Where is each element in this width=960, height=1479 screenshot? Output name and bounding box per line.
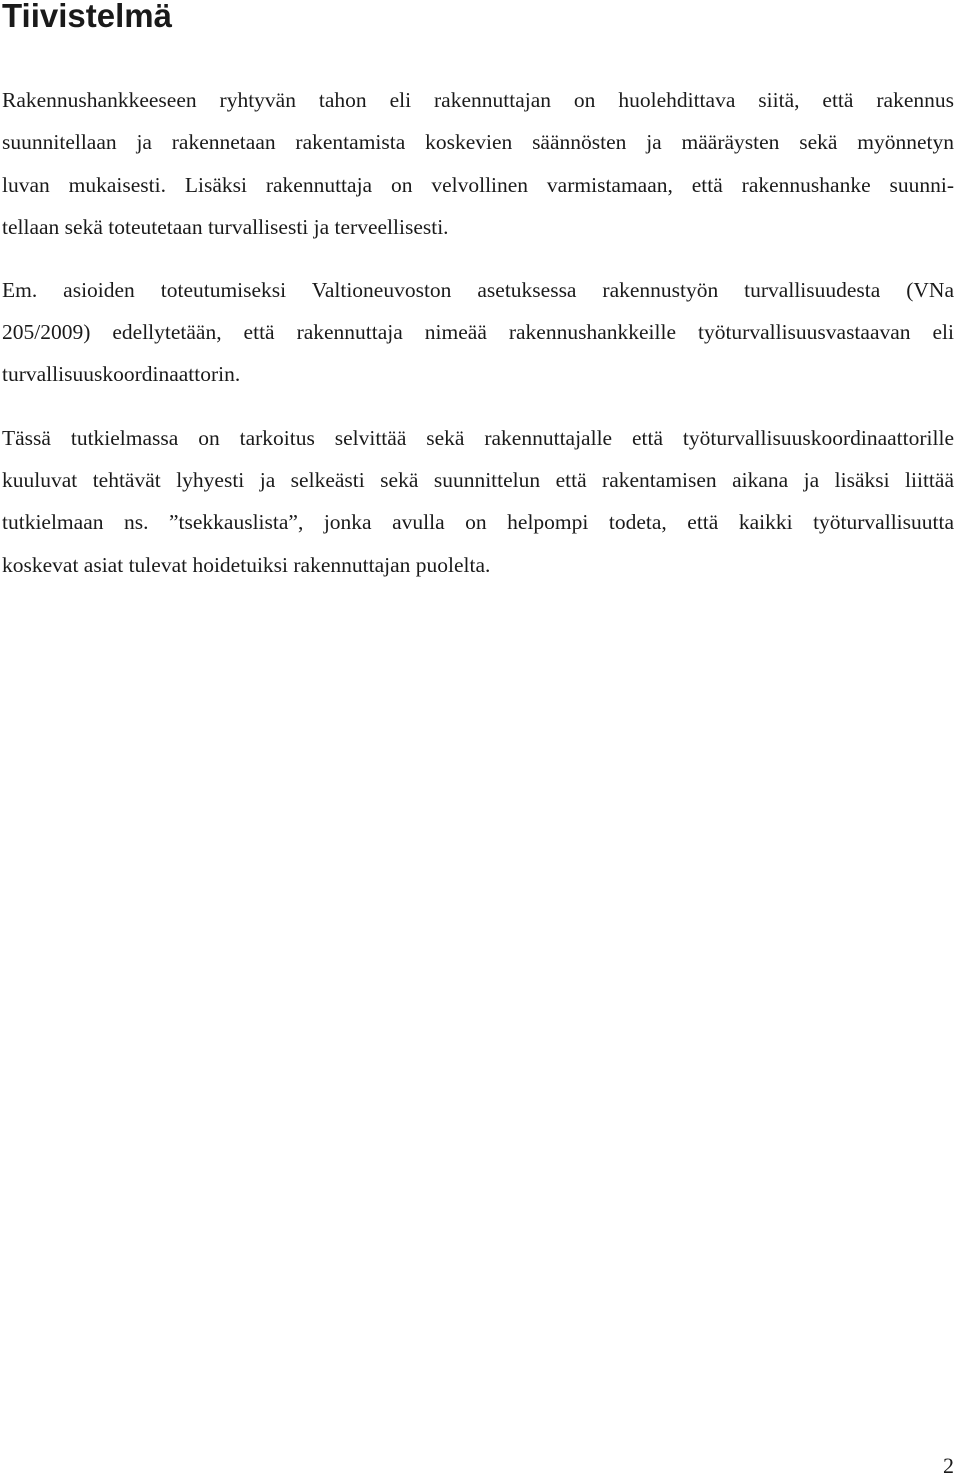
paragraph-line: tellaan sekä toteutetaan turvallisesti ja terveellisesti. [2, 215, 449, 239]
paragraph-line: tutkielmaan ns. ”tsekkauslista”, jonka avulla on helpompi todeta, että kaikki työturvallisuutta [2, 510, 954, 534]
page-title: Tiivistelmä [2, 0, 172, 34]
paragraph-line: Rakennushankkeeseen ryhtyvän tahon eli rakennuttajan on huolehdittava siitä, että rakennus [2, 88, 954, 112]
paragraph-line: luvan mukaisesti. Lisäksi rakennuttaja on velvollinen varmistamaan, että rakennushanke suunni- [2, 173, 954, 197]
paragraph-line: 205/2009) edellytetään, että rakennuttaja nimeää rakennushankkeille työturvallisuusvastaavan eli [2, 320, 954, 344]
paragraph-line: Tässä tutkielmassa on tarkoitus selvittää sekä rakennuttajalle että työturvallisuuskoordinaattorille [2, 426, 954, 450]
paragraph-line: suunnitellaan ja rakennetaan rakentamista koskevien säännösten ja määräysten sekä myönnetyn [2, 130, 954, 154]
paragraph-line: kuuluvat tehtävät lyhyesti ja selkeästi sekä suunnittelun että rakentamisen aikana ja lisäksi liittää [2, 468, 954, 492]
paragraph-line: turvallisuuskoordinaattorin. [2, 362, 241, 386]
paragraph-line: koskevat asiat tulevat hoidetuiksi rakennuttajan puolelta. [2, 553, 491, 577]
paragraph-line: Em. asioiden toteutumiseksi Valtioneuvoston asetuksessa rakennustyön turvallisuudesta (VNa [2, 278, 954, 302]
page-number: 2 [943, 1453, 954, 1478]
